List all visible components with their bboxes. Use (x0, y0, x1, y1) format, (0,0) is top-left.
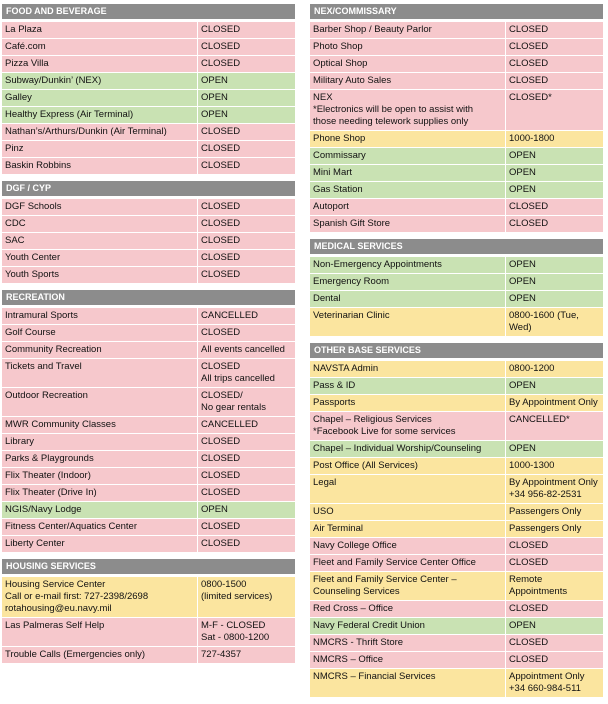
service-name: CDC (2, 216, 198, 232)
service-status: OPEN (509, 150, 536, 161)
service-row (310, 73, 603, 90)
service-name: MWR Community Classes (2, 417, 198, 433)
service-row (310, 216, 603, 233)
right-column (310, 4, 603, 704)
service-row (2, 647, 295, 664)
service-status: CANCELLED* (509, 414, 570, 425)
service-name: Youth Center (2, 250, 198, 266)
service-name: Flix Theater (Drive In) (2, 485, 198, 501)
service-row (310, 475, 603, 504)
section-header: DGF / CYP (2, 181, 295, 196)
section-header: MEDICAL SERVICES (310, 239, 603, 254)
service-status: CLOSED (201, 269, 241, 280)
service-row (310, 22, 603, 39)
service-row (310, 90, 603, 131)
service-name: Liberty Center (2, 536, 198, 552)
service-row (2, 158, 295, 175)
service-row (2, 216, 295, 233)
service-status: CLOSED (201, 24, 241, 35)
service-name: Photo Shop (310, 39, 506, 55)
section-housing-services (2, 559, 295, 664)
service-row (2, 107, 295, 124)
service-name: Fleet and Family Service Center Office (310, 555, 506, 571)
service-status: CLOSED (201, 126, 241, 137)
service-row (310, 165, 603, 182)
service-name: Flix Theater (Indoor) (2, 468, 198, 484)
service-name: Pinz (2, 141, 198, 157)
service-status: CLOSED (201, 327, 241, 338)
service-row (2, 39, 295, 56)
service-status: CANCELLED (201, 310, 259, 321)
service-row (2, 468, 295, 485)
service-status: CLOSED (201, 487, 241, 498)
service-status: M-F - CLOSED Sat - 0800-1200 (201, 620, 270, 643)
service-name: Phone Shop (310, 131, 506, 147)
service-name: Fitness Center/Aquatics Center (2, 519, 198, 535)
service-name: Baskin Robbins (2, 158, 198, 174)
service-name: Non-Emergency Appointments (310, 257, 506, 273)
service-row (2, 485, 295, 502)
service-status: CLOSED (201, 252, 241, 263)
service-name: Healthy Express (Air Terminal) (2, 107, 198, 123)
service-row (310, 182, 603, 199)
service-row (310, 441, 603, 458)
service-row (2, 308, 295, 325)
service-status: CANCELLED (201, 419, 259, 430)
service-name: USO (310, 504, 506, 520)
service-status: CLOSED (509, 58, 549, 69)
service-name: Post Office (All Services) (310, 458, 506, 474)
service-status: OPEN (509, 184, 536, 195)
service-status: OPEN (509, 167, 536, 178)
service-row (310, 618, 603, 635)
service-row (2, 519, 295, 536)
service-status: 0800-1500 (limited services) (201, 579, 273, 602)
service-status: CLOSED (201, 41, 241, 52)
service-name: Passports (310, 395, 506, 411)
service-name: Youth Sports (2, 267, 198, 283)
service-name: Spanish Gift Store (310, 216, 506, 232)
section-dgf-cyp (2, 181, 295, 284)
service-row (2, 618, 295, 647)
service-status: OPEN (509, 259, 536, 270)
service-name: Fleet and Family Service Center – Counseling Services (310, 572, 506, 600)
service-status: Passengers Only (509, 523, 582, 534)
service-row (2, 536, 295, 553)
service-row (2, 22, 295, 39)
service-row (2, 141, 295, 158)
section-header: RECREATION (2, 290, 295, 305)
service-row (310, 395, 603, 412)
service-name: Galley (2, 90, 198, 106)
service-name: SAC (2, 233, 198, 249)
section-medical-services (310, 239, 603, 337)
service-name: Trouble Calls (Emergencies only) (2, 647, 198, 663)
service-name: Optical Shop (310, 56, 506, 72)
service-row (310, 131, 603, 148)
service-status: CLOSED (201, 521, 241, 532)
service-name: Navy Federal Credit Union (310, 618, 506, 634)
service-status: By Appointment Only (509, 397, 598, 408)
service-status: CLOSED* (509, 92, 552, 103)
service-name: Subway/Dunkin’ (NEX) (2, 73, 198, 89)
section-recreation (2, 290, 295, 553)
service-status: CLOSED (509, 201, 549, 212)
service-status: CLOSED (509, 654, 549, 665)
service-row (2, 359, 295, 388)
service-status: By Appointment Only +34 956-82-2531 (509, 477, 598, 500)
service-status: OPEN (509, 380, 536, 391)
service-status: OPEN (201, 92, 228, 103)
service-name: Chapel – Individual Worship/Counseling (310, 441, 506, 457)
service-row (2, 267, 295, 284)
service-row (310, 601, 603, 618)
service-name: Nathan’s/Arthurs/Dunkin (Air Terminal) (2, 124, 198, 140)
service-status: CLOSED (201, 235, 241, 246)
section-header: OTHER BASE SERVICES (310, 343, 603, 358)
service-name: Las Palmeras Self Help (2, 618, 198, 646)
service-row (2, 73, 295, 90)
service-name: La Plaza (2, 22, 198, 38)
service-row (2, 124, 295, 141)
service-name: Barber Shop / Beauty Parlor (310, 22, 506, 38)
service-status: 0800-1600 (Tue, Wed) (509, 310, 579, 333)
service-name: Autoport (310, 199, 506, 215)
service-row (310, 412, 603, 441)
service-name: Outdoor Recreation (2, 388, 198, 416)
service-row (2, 434, 295, 451)
service-status: All events cancelled (201, 344, 285, 355)
service-row (310, 148, 603, 165)
service-name: NMCRS – Office (310, 652, 506, 668)
service-name: NAVSTA Admin (310, 361, 506, 377)
service-status: Remote Appointments (509, 574, 568, 597)
service-status: 0800-1200 (509, 363, 555, 374)
service-name: Mini Mart (310, 165, 506, 181)
service-status: CLOSED (509, 557, 549, 568)
service-name: NMCRS - Thrift Store (310, 635, 506, 651)
service-status: CLOSED (201, 538, 241, 549)
service-status: CLOSED/ No gear rentals (201, 390, 266, 413)
service-name: Red Cross – Office (310, 601, 506, 617)
service-name: Chapel – Religious Services *Facebook Live for some services (310, 412, 506, 440)
service-row (2, 577, 295, 618)
service-row (310, 669, 603, 698)
service-status: CLOSED (201, 470, 241, 481)
section-other-base-services (310, 343, 603, 698)
service-name: Dental (310, 291, 506, 307)
service-row (310, 652, 603, 669)
service-name: Golf Course (2, 325, 198, 341)
service-status: 727-4357 (201, 649, 242, 660)
service-row (310, 572, 603, 601)
service-status: 1000-1800 (509, 133, 555, 144)
service-row (2, 56, 295, 73)
section-header: FOOD AND BEVERAGE (2, 4, 295, 19)
service-row (310, 56, 603, 73)
service-row (2, 388, 295, 417)
service-row (2, 233, 295, 250)
service-status: CLOSED (509, 603, 549, 614)
service-row (2, 199, 295, 216)
service-status: OPEN (201, 504, 228, 515)
service-name: Commissary (310, 148, 506, 164)
service-status: CLOSED (509, 24, 549, 35)
service-status: CLOSED (509, 218, 549, 229)
service-name: Housing Service Center Call or e-mail first: 727-2398/2698 rotahousing@eu.navy.mil (2, 577, 198, 617)
service-name: Air Terminal (310, 521, 506, 537)
service-row (310, 458, 603, 475)
service-name: Military Auto Sales (310, 73, 506, 89)
service-row (310, 555, 603, 572)
service-status: CLOSED All trips cancelled (201, 361, 275, 384)
section-nex-commissary (310, 4, 603, 233)
service-status: CLOSED (201, 143, 241, 154)
service-row (2, 417, 295, 434)
service-row (2, 325, 295, 342)
service-row (310, 504, 603, 521)
service-status: CLOSED (509, 75, 549, 86)
service-name: Parks & Playgrounds (2, 451, 198, 467)
service-row (310, 538, 603, 555)
service-name: NEX *Electronics will be open to assist with those needing telework supplies only (310, 90, 506, 130)
service-status: OPEN (509, 293, 536, 304)
service-row (310, 635, 603, 652)
service-status: CLOSED (201, 160, 241, 171)
service-name: Pass & ID (310, 378, 506, 394)
service-status: CLOSED (201, 453, 241, 464)
service-status: CLOSED (509, 540, 549, 551)
service-status: CLOSED (509, 637, 549, 648)
service-status: CLOSED (509, 41, 549, 52)
section-food-and-beverage (2, 4, 295, 175)
service-row (310, 199, 603, 216)
service-row (310, 308, 603, 337)
service-row (310, 291, 603, 308)
service-row (310, 378, 603, 395)
service-status: OPEN (509, 620, 536, 631)
service-row (2, 451, 295, 468)
service-row (310, 521, 603, 538)
service-status: CLOSED (201, 58, 241, 69)
section-header: HOUSING SERVICES (2, 559, 295, 574)
service-name: Café.com (2, 39, 198, 55)
service-row (310, 274, 603, 291)
service-status: CLOSED (201, 201, 241, 212)
service-status: 1000-1300 (509, 460, 555, 471)
service-name: DGF Schools (2, 199, 198, 215)
service-name: Navy College Office (310, 538, 506, 554)
service-row (2, 502, 295, 519)
service-row (2, 250, 295, 267)
service-name: Library (2, 434, 198, 450)
service-name: NMCRS – Financial Services (310, 669, 506, 697)
service-name: Community Recreation (2, 342, 198, 358)
service-row (310, 257, 603, 274)
service-status: OPEN (201, 109, 228, 120)
service-row (2, 342, 295, 359)
service-row (2, 90, 295, 107)
service-name: Pizza Villa (2, 56, 198, 72)
left-column (2, 4, 295, 670)
service-name: Emergency Room (310, 274, 506, 290)
service-status: Appointment Only +34 660-984-511 (509, 671, 585, 694)
service-status: CLOSED (201, 436, 241, 447)
service-name: Gas Station (310, 182, 506, 198)
section-header: NEX/COMMISSARY (310, 4, 603, 19)
service-status: OPEN (201, 75, 228, 86)
service-status: OPEN (509, 276, 536, 287)
service-row (310, 39, 603, 56)
service-name: Veterinarian Clinic (310, 308, 506, 336)
service-name: NGIS/Navy Lodge (2, 502, 198, 518)
service-name: Tickets and Travel (2, 359, 198, 387)
service-status: Passengers Only (509, 506, 582, 517)
service-status: OPEN (509, 443, 536, 454)
service-name: Legal (310, 475, 506, 503)
service-name: Intramural Sports (2, 308, 198, 324)
service-row (310, 361, 603, 378)
service-status: CLOSED (201, 218, 241, 229)
